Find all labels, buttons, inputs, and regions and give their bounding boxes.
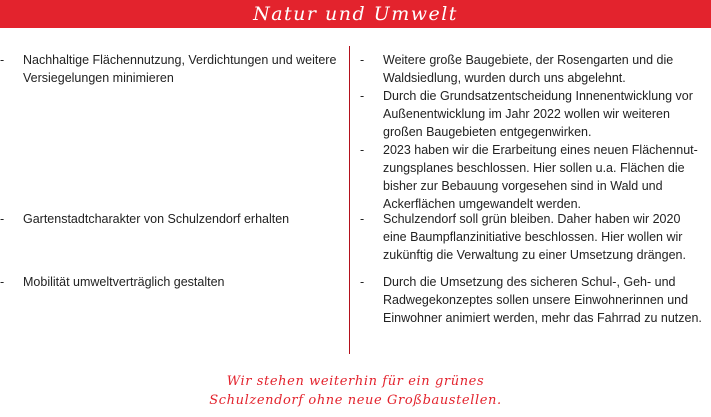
measure-item (360, 51, 705, 87)
measures-list (360, 210, 705, 264)
bullet-dash: - (360, 212, 365, 226)
bullet-dash: - (360, 275, 365, 289)
bullet-dash: - (0, 212, 5, 226)
goal-text: Nachhaltige Flächennutzung, Verdichtungen und weitere Versiegelungen minimieren (23, 53, 337, 85)
bullet-dash: - (360, 143, 365, 157)
measure-item (360, 87, 705, 141)
goal-text: Mobilität umweltverträglich gestalten (23, 275, 225, 289)
measure-item (360, 210, 705, 264)
closing-line-1: Wir stehen weiterhin für ein grünes (226, 374, 485, 389)
closing-line-2: Schulzendorf ohne neue Großbaustellen. (209, 393, 502, 408)
measure-item (360, 141, 705, 213)
measure-text: Durch die Grundsatzentscheidung Innenentwicklung vor Außenentwicklung im Jahr 2022 wollen wir weiteren großen Baugebieten entgegenwirken. (383, 89, 693, 139)
measure-text: Schulzendorf soll grün bleiben. Daher haben wir 2020 eine Baumpflanzinitiative beschlossen. Hier wollen wir zukünftig die Verwaltung zu einer Umsetzung drängen. (383, 212, 686, 262)
bullet-dash: - (360, 89, 365, 103)
closing-statement (0, 372, 711, 410)
measures-list (360, 51, 705, 213)
measure-text: 2023 haben wir die Erarbeitung eines neuen Flächennut-zungsplanes beschlossen. Hier sollen u.a. Flächen die bisher zur Bebauung vorgesehen sind in Wald und Ackerflächen umgewandelt werden. (383, 143, 698, 211)
goal-text: Gartenstadtcharakter von Schulzendorf erhalten (23, 212, 290, 226)
bullet-dash: - (360, 53, 365, 67)
measure-item (360, 273, 705, 327)
measures-list (360, 273, 705, 327)
bullet-dash: - (0, 53, 5, 67)
measure-text: Weitere große Baugebiete, der Rosengarten und die Waldsiedlung, wurden durch uns abgelehnt. (383, 53, 674, 85)
column-divider (349, 46, 350, 354)
bullet-dash: - (0, 275, 5, 289)
measure-text: Durch die Umsetzung des sicheren Schul-, Geh- und Radwegekonzeptes sollen unsere Einwohnerinnen und Einwohner animiert werden, mehr das Fahrrad zu nutzen. (383, 275, 702, 325)
page-title: Natur und Umwelt (253, 3, 458, 25)
